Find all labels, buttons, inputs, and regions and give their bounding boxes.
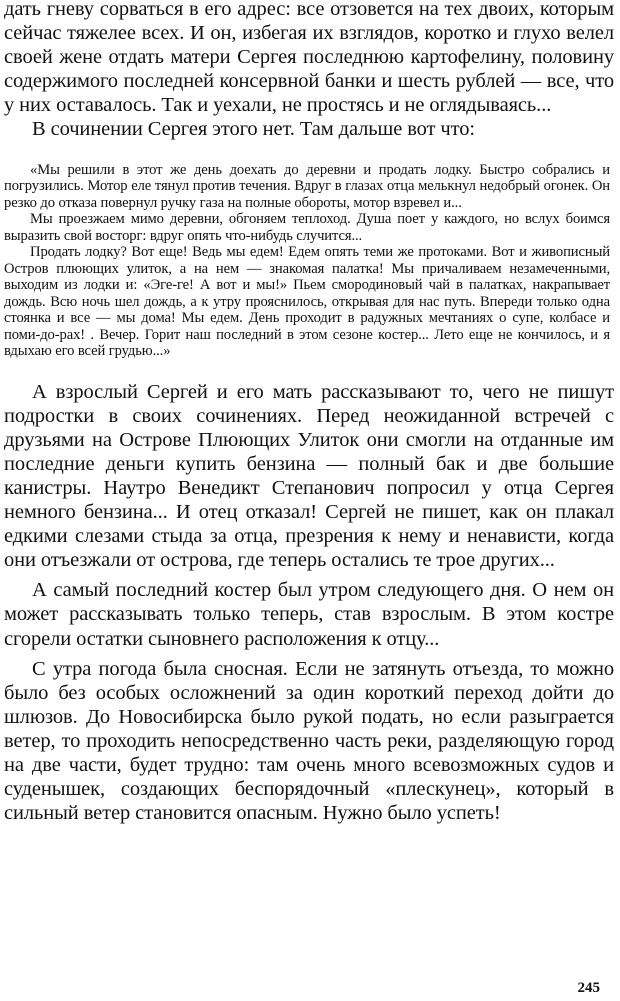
quote-paragraph-2: Мы проезжаем мимо деревни, обгоняем теплоход. Душа поет у каждого, но вслух боимся выразить свой восторг: вдруг опять что-нибудь случится...	[4, 211, 610, 244]
paragraph-adult-sergey: А взрослый Сергей и его мать рассказывают то, чего не пишут подростки в своих сочинениях. Перед неожиданной встречей с друзьями на Острове Плюющих Улиток они смогли на отданные им последние деньги купить бензина — полный бак и две большие канистры. Наутро Венедикт Степанович попросил у отца Сергея немного бензина... И отец отказал! Сергей не пишет, как он плакал едкими слезами стыда за отца, презрения к нему и ненависти, когда они отъезжали от острова, где теперь остались те трое других...	[4, 380, 614, 572]
paragraph-essay-intro: В сочинении Сергея этого нет. Там дальше вот что:	[32, 118, 475, 141]
paragraph-last-campfire: А самый последний костер был утром следующего дня. О нем он может рассказывать только теперь, став взрослым. В этом костре сгорели остатки сыновнего расположения к отцу...	[4, 579, 614, 650]
paragraph-continuation: дать гневу сорваться в его адрес: все отзовется на тех двоих, которым сейчас тяжелее всех. И он, избегая их взглядов, коротко и глухо велел своей жене отдать матери Сергея последнюю картофелину, половину содержимого последней консервной банки и шесть рублей — все, что у них оставалось. Так и уехали, не простясь и не оглядываясь...	[4, 0, 614, 117]
essay-quote	[4, 162, 614, 360]
quote-paragraph-3: Продать лодку? Вот еще! Ведь мы едем! Едем опять теми же протоками. Вот и живописный Остров плюющих улиток, а на нем — знакомая палатка! Мы причаливаем незамеченными, выходим из лодки и: «Эге-ге! А вот и мы!» Пьем смородиновый чай в палатках, накрапывает дождь. Всю ночь шел дождь, а к утру прояснилось, открывая для нас путь. Впереди только одна стоянка и все — мы дома! Мы едем. День проходит в радужных мечтаниях о супе, колбасе и поми-до-рах! . Вечер. Горит наш последний в этом сезоне костер... Лето еще не кончилось, и я вдыхаю его всей грудью...»	[4, 244, 610, 360]
book-page	[4, 0, 614, 1001]
paragraph-morning-weather: С утра погода была сносная. Если не затянуть отъезда, то можно было без особых осложнений за один короткий переход дойти до шлюзов. До Новосибирска было рукой подать, но если разыграется ветер, то проходить непосредственно часть реки, разделяющую город на две части, будет трудно: там очень много всевозможных судов и суденышек, создающих беспорядочный «плескунец», который в сильный ветер становится опасным. Нужно было успеть!	[4, 657, 614, 825]
page-number: 245	[577, 980, 600, 996]
quote-paragraph-1: «Мы решили в этот же день доехать до деревни и продать лодку. Быстро собрались и погрузились. Мотор еле тянул против течения. Вдруг в глазах отца мелькнул недобрый огонек. Он резко до отказа повернул ручку газа на полные обороты, мотор взревел и...	[4, 161, 610, 211]
